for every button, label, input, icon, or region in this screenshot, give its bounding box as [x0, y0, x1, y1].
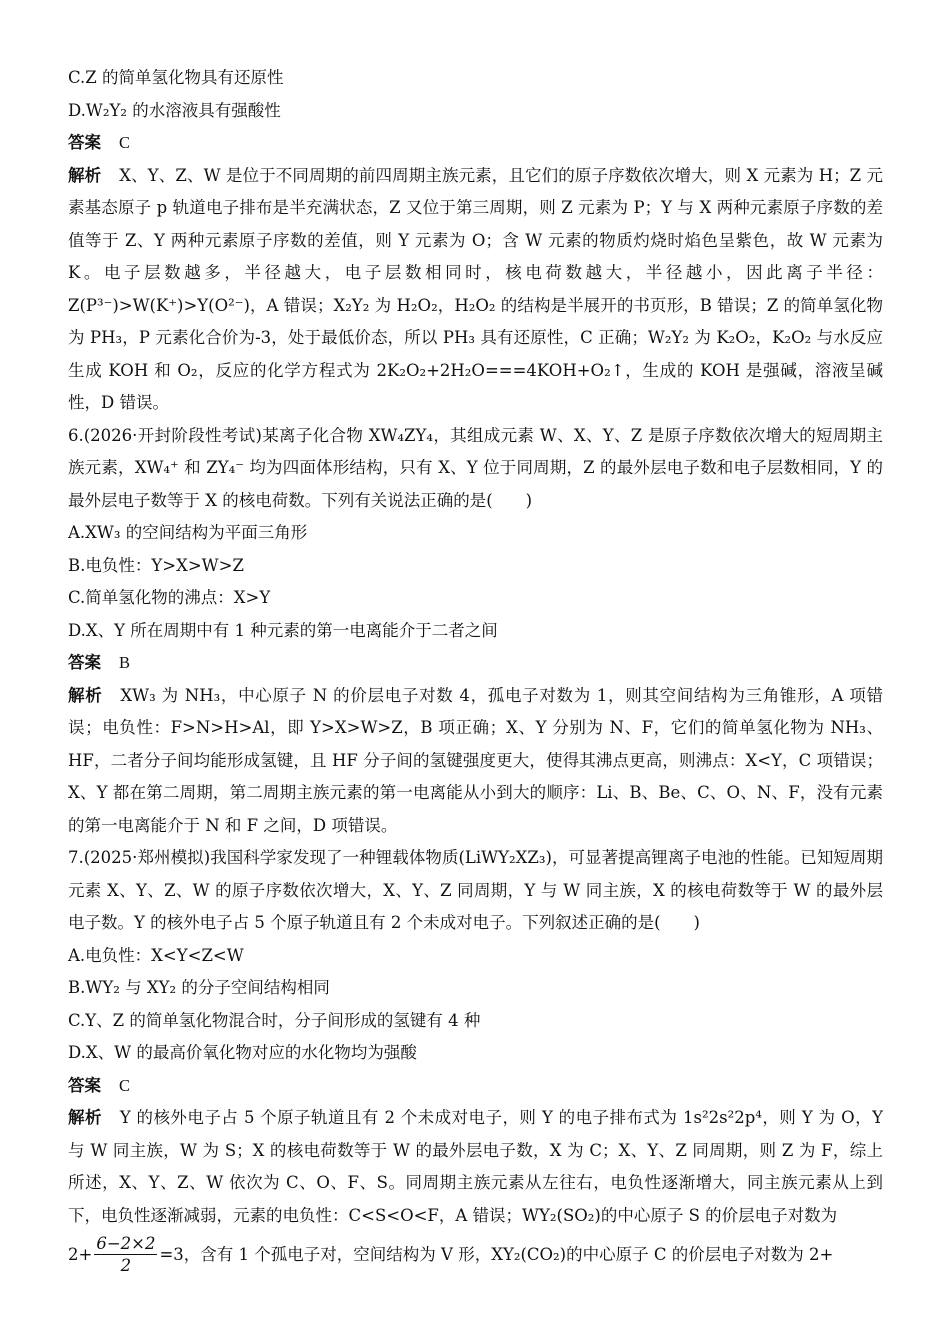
analysis-label: 解析 — [68, 1108, 102, 1127]
answer-value: B — [119, 653, 131, 672]
analysis-label: 解析 — [68, 685, 103, 705]
analysis-text: XW₃ 为 NH₃，中心原子 N 的价层电子对数 4，孤电子对数为 1，则其空间结构为三角锥形，A 项错误；电负性：F>N>H>Al，即 Y>X>W>Z，B 项正确；X、Y 分别为 N、F，它们的简单氢化物为 NH₃、HF，二者分子间均能形成氢键，且 HF 分子间的氢键强度更大，使得其沸点更高，则沸点：X<Y，C 项错误；X、Y 都在第二周期，第二周期主族元素的第一电离能从小到大的顺序：Li、B、Be、C、O、N、F，没有元素的第一电离能介于 N 和 F 之间，D 项错误。 — [68, 685, 884, 835]
q5-option-c: C.Z 的简单氢化物具有还原性 — [68, 68, 284, 87]
analysis-label: 解析 — [68, 165, 102, 185]
formula-prefix: 2+ — [68, 1245, 93, 1264]
answer-label: 答案 — [68, 1075, 101, 1095]
q5-analysis — [68, 160, 883, 420]
formula-suffix: =3，含有 1 个孤电子对，空间结构为 V 形，XY₂(CO₂)的中心原子 C 的价层电子对数为 2+ — [159, 1245, 834, 1264]
q6-option-c: C.简单氢化物的沸点：X>Y — [68, 588, 271, 607]
q7-answer — [68, 1070, 883, 1103]
answer-value: C — [119, 133, 131, 152]
fraction-denominator: 2 — [120, 1256, 132, 1275]
q7-option-d: D.X、W 的最高价氧化物对应的水化物均为强酸 — [68, 1043, 417, 1062]
q6-answer — [68, 647, 883, 680]
q7-analysis-continued — [68, 1232, 883, 1278]
q6-analysis — [68, 680, 883, 843]
document-page — [68, 62, 883, 1278]
fraction-numerator: 6−2×2 — [96, 1234, 156, 1253]
q6-option-d: D.X、Y 所在周期中有 1 种元素的第一电离能介于二者之间 — [68, 620, 498, 640]
q7-option-c: C.Y、Z 的简单氢化物混合时，分子间形成的氢键有 4 种 — [68, 1010, 481, 1030]
analysis-text: Y 的核外电子占 5 个原子轨道且有 2 个未成对电子，则 Y 的电子排布式为 1s²2s²2p⁴，则 Y 为 O，Y 与 W 同主族，W 为 S；X 的核电荷数等于 W 的最外层电子数，X 为 C；X、Y、Z 同周期，则 Z 为 F，综上所述，X、Y、Z、W 依次为 C、O、F、S。同周期主族元素从左往右，电负性逐渐增大，同主族元素从上到下，电负性逐渐减弱，元素的电负性：C<S<O<F，A 错误；WY₂(SO₂)的中心原子 S 的价层电子对数为 — [68, 1108, 884, 1225]
q5-option-d: D.W₂Y₂ 的水溶液具有强酸性 — [68, 100, 281, 120]
answer-value: C — [119, 1075, 131, 1095]
q7-analysis — [68, 1102, 883, 1232]
fraction — [94, 1234, 157, 1277]
answer-label: 答案 — [68, 133, 101, 152]
q6-stem: 6.(2026·开封阶段性考试)某离子化合物 XW₄ZY₄，其组成元素 W、X、Y、Z 是原子序数依次增大的短周期主族元素，XW₄⁺ 和 ZY₄⁻ 均为四面体形结构，只有 X、Y 位于同周期，Z 的最外层电子数和电子层数相同，Y 的最外层电子数等于 X 的核电荷数。下列有关说法正确的是( ) — [68, 425, 883, 510]
q6-option-b: B.电负性：Y>X>W>Z — [68, 555, 244, 575]
analysis-text: X、Y、Z、W 是位于不同周期的前四周期主族元素，且它们的原子序数依次增大，则 X 元素为 H；Z 元素基态原子 p 轨道电子排布是半充满状态，Z 又位于第三周期，则 Z 元素为 P；Y 与 X 两种元素原子序数的差值等于 Z、Y 两种元素原子序数的差值，则 Y 元素为 O；含 W 元素的物质灼烧时焰色呈紫色，故 W 元素为 K。电子层数越多，半径越大，电子层数相同时，核电荷数越大，半径越小，因此离子半径：Z(P³⁻)>W(K⁺)>Y(O²⁻)，A 错误；X₂Y₂ 为 H₂O₂，H₂O₂ 的结构是半展开的书页形，B 错误；Z 的简单氢化物为 PH₃，P 元素化合价为-3，处于最低价态，所以 PH₃ 具有还原性，C 正确；W₂Y₂ 为 K₂O₂，K₂O₂ 与水反应生成 KOH 和 O₂，反应的化学方程式为 2K₂O₂+2H₂O===4KOH+O₂↑，生成的 KOH 是强碱，溶液呈碱性，D 错误。 — [68, 165, 884, 412]
q7-option-b: B.WY₂ 与 XY₂ 的分子空间结构相同 — [68, 978, 330, 997]
q7-stem: 7.(2025·郑州模拟)我国科学家发现了一种锂载体物质(LiWY₂XZ₃)，可显著提高锂离子电池的性能。已知短周期元素 X、Y、Z、W 的原子序数依次增大，X、Y、Z 同周期，Y 与 W 同主族，X 的核电荷数等于 W 的最外层电子数。Y 的核外电子占 5 个原子轨道且有 2 个未成对电子。下列叙述正确的是( ) — [68, 848, 883, 932]
q6-option-a: A.XW₃ 的空间结构为平面三角形 — [68, 523, 308, 542]
q5-answer — [68, 127, 883, 160]
q7-option-a: A.电负性：X<Y<Z<W — [68, 945, 244, 965]
answer-label: 答案 — [68, 653, 101, 672]
